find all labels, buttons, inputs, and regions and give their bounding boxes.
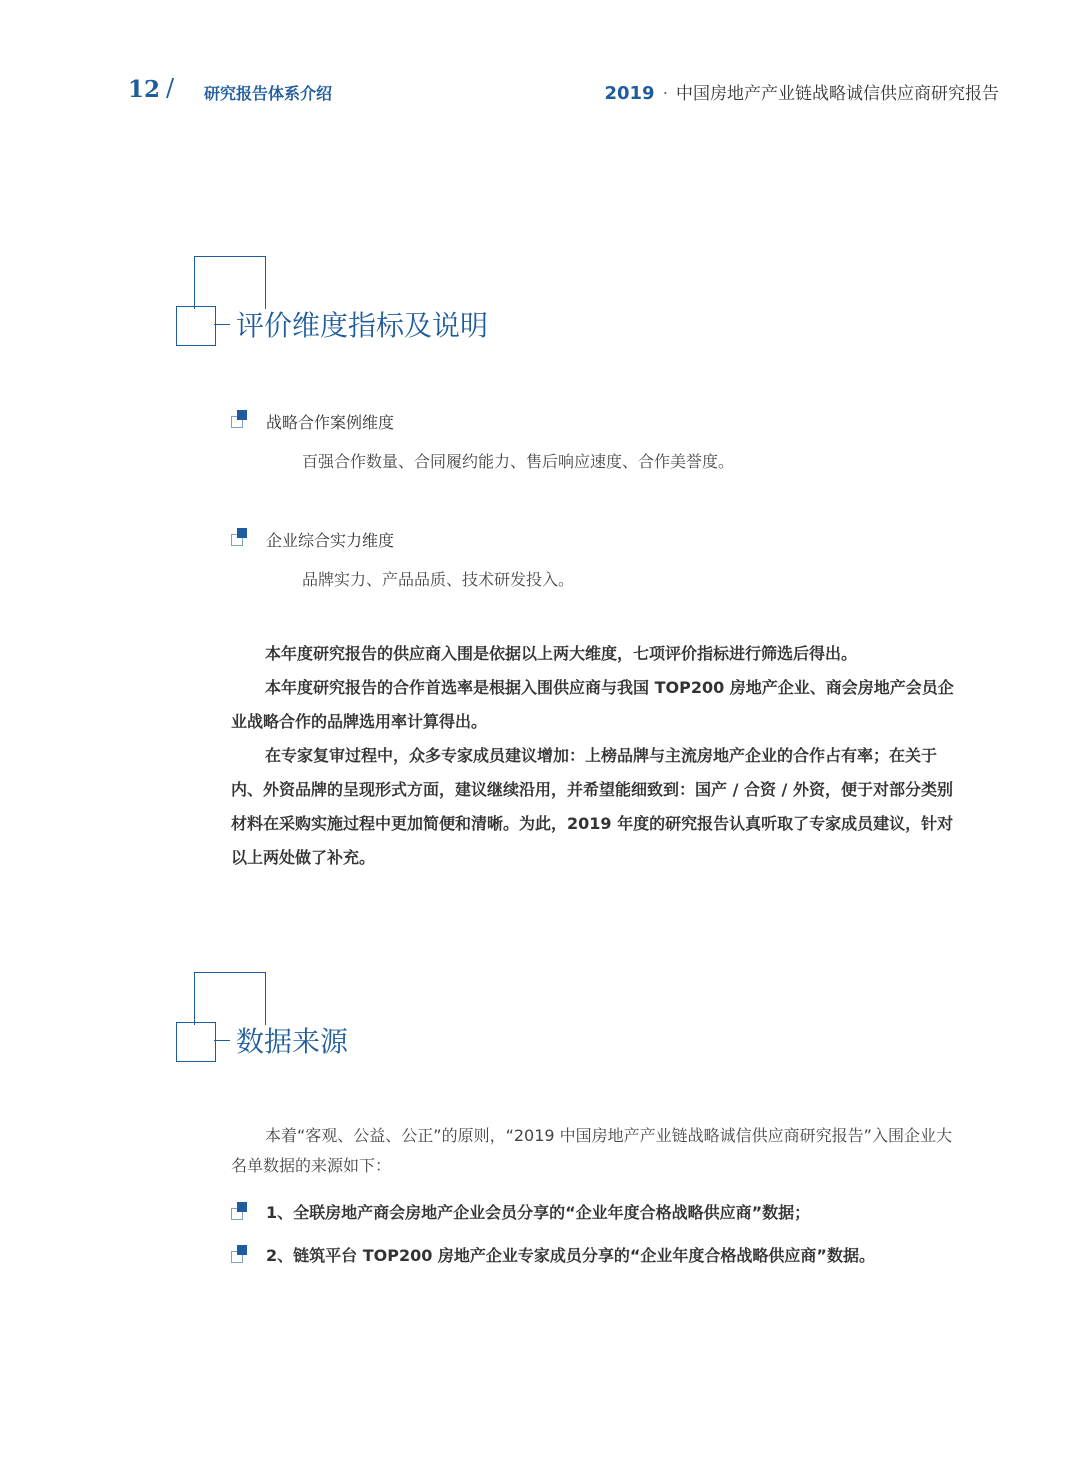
header-slash: / — [166, 74, 175, 102]
bullet-square-icon — [231, 528, 249, 546]
data-source-intro — [231, 1121, 961, 1181]
header-section-title: 研究报告体系介绍 — [204, 84, 333, 103]
section-title-evaluation: 评价维度指标及说明 — [236, 309, 489, 342]
dimension-title: 企业综合实力维度 — [266, 531, 395, 550]
dimension-title: 战略合作案例维度 — [266, 413, 395, 432]
bullet-square-icon — [231, 1245, 249, 1263]
paragraph: 本年度研究报告的供应商入围是依据以上两大维度，七项评价指标进行筛选后得出。 — [265, 644, 858, 663]
bullet-square-icon — [231, 1202, 249, 1220]
paragraph: 在专家复审过程中，众多专家成员建议增加：上榜品牌与主流房地产企业的合作占有率；在关于内、外资品牌的呈现形式方面，建议继续沿用，并希望能细致到：国产 / 合资 / 外资，便于对部分类别材料在采购实施过程中更加简便和清晰。为此，2019 年度的研究报告认真听取了专家成员建议，针对以上两处做了补充。 — [231, 746, 954, 867]
header-year: 2019 — [604, 83, 655, 104]
header-report-title — [604, 79, 999, 104]
paragraph: 本着“客观、公益、公正”的原则，“2019 中国房地产产业链战略诚信供应商研究报告”入围企业大名单数据的来源如下： — [231, 1126, 952, 1175]
dimension-desc: 品牌实力、产品品质、技术研发投入。 — [302, 570, 575, 589]
data-source-item: 1、全联房地产商会房地产企业会员分享的“企业年度合格战略供应商”数据； — [266, 1203, 811, 1222]
page-number: 12 — [128, 76, 161, 103]
body-paragraphs — [231, 637, 961, 875]
header-report-name: 中国房地产产业链战略诚信供应商研究报告 — [676, 84, 999, 104]
dimension-desc: 百强合作数量、合同履约能力、售后响应速度、合作美誉度。 — [302, 452, 735, 471]
bullet-square-icon — [231, 410, 249, 428]
header-dot: · — [662, 84, 668, 104]
section-title-data-source: 数据来源 — [236, 1025, 349, 1058]
data-source-item: 2、链筑平台 TOP200 房地产企业专家成员分享的“企业年度合格战略供应商”数据。 — [266, 1246, 875, 1265]
paragraph: 本年度研究报告的合作首选率是根据入围供应商与我国 TOP200 房地产企业、商会房地产会员企业战略合作的品牌选用率计算得出。 — [231, 678, 954, 731]
